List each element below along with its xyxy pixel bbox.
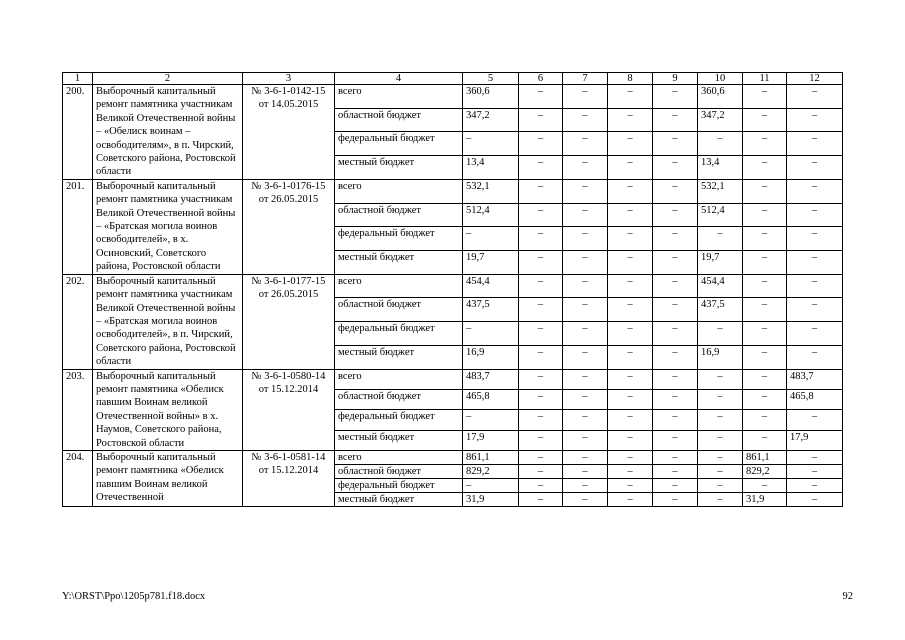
year-value: 437,5 [698, 298, 743, 322]
year-value: – [698, 450, 743, 464]
year-value: – [653, 132, 698, 156]
year-value: – [563, 179, 608, 203]
funding-source: областной бюджет [335, 464, 463, 478]
year-value: – [787, 108, 843, 132]
year-value: – [653, 450, 698, 464]
year-value: – [608, 322, 653, 346]
year-value: – [519, 410, 563, 430]
year-value: – [519, 389, 563, 409]
table-row [63, 450, 843, 464]
document-number: № 3-6-1-0142-15 [251, 86, 326, 97]
year-value: – [743, 179, 787, 203]
year-value: – [608, 410, 653, 430]
year-value: – [519, 108, 563, 132]
year-value: – [563, 322, 608, 346]
year-value: – [653, 345, 698, 369]
year-value: – [743, 274, 787, 298]
year-value: 465,8 [787, 389, 843, 409]
table-row [63, 369, 843, 389]
year-value: – [698, 132, 743, 156]
year-value: – [743, 132, 787, 156]
column-number: 1 [63, 73, 93, 85]
year-value: 532,1 [698, 179, 743, 203]
document-date: от 15.12.2014 [258, 383, 319, 395]
year-value: – [563, 450, 608, 464]
table-row [63, 274, 843, 298]
year-value: 512,4 [698, 203, 743, 227]
year-value: – [653, 85, 698, 109]
column-number: 7 [563, 73, 608, 85]
total-value: 360,6 [463, 85, 519, 109]
year-value: – [653, 410, 698, 430]
object-title: Выборочный капитальный ремонт памятника «Обелиск павшим Воинам великой Отечественной [93, 450, 243, 506]
year-value: – [787, 227, 843, 251]
total-value: 483,7 [463, 369, 519, 389]
year-value: – [519, 478, 563, 492]
table-row [63, 85, 843, 109]
year-value: – [698, 389, 743, 409]
year-value: – [608, 450, 653, 464]
year-value: – [787, 464, 843, 478]
year-value: 454,4 [698, 274, 743, 298]
year-value: – [608, 298, 653, 322]
object-title: Выборочный капитальный ремонт памятника участникам Великой Отечественной войны – «Обелиск воинам – освободителям», в п. Чирский, Советского района, Ростовской области [93, 85, 243, 180]
object-title: Выборочный капитальный ремонт памятника «Обелиск павшим Воинам великой Отечественной войны» в х. Наумов, Советского района, Ростовской области [93, 369, 243, 450]
year-value: – [519, 298, 563, 322]
year-value: – [519, 430, 563, 450]
row-number: 202. [63, 274, 93, 369]
document-reference [243, 369, 335, 450]
year-value: – [563, 85, 608, 109]
year-value: – [698, 464, 743, 478]
year-value: – [743, 156, 787, 180]
year-value: – [608, 389, 653, 409]
document-reference [243, 179, 335, 274]
year-value: 483,7 [787, 369, 843, 389]
funding-source: всего [335, 369, 463, 389]
year-value: 17,9 [787, 430, 843, 450]
year-value: – [698, 410, 743, 430]
document-number: № 3-6-1-0581-14 [251, 451, 326, 463]
year-value: 31,9 [743, 492, 787, 506]
year-value: – [787, 156, 843, 180]
year-value: – [653, 203, 698, 227]
year-value: – [743, 369, 787, 389]
year-value: – [653, 369, 698, 389]
year-value: – [698, 478, 743, 492]
year-value: – [519, 203, 563, 227]
year-value: – [519, 274, 563, 298]
year-value: – [608, 203, 653, 227]
year-value: 829,2 [743, 464, 787, 478]
year-value: – [519, 345, 563, 369]
year-value: – [563, 250, 608, 274]
year-value: – [787, 298, 843, 322]
year-value: – [787, 410, 843, 430]
total-value: 16,9 [463, 345, 519, 369]
year-value: – [698, 430, 743, 450]
year-value: – [608, 478, 653, 492]
funding-source: местный бюджет [335, 250, 463, 274]
year-value: – [608, 345, 653, 369]
row-number: 203. [63, 369, 93, 450]
year-value: – [653, 108, 698, 132]
table-row [63, 179, 843, 203]
year-value: – [563, 430, 608, 450]
year-value: – [563, 227, 608, 251]
year-value: 19,7 [698, 250, 743, 274]
year-value: – [563, 156, 608, 180]
year-value: – [743, 389, 787, 409]
year-value: – [653, 156, 698, 180]
year-value: – [563, 345, 608, 369]
funding-source: федеральный бюджет [335, 410, 463, 430]
year-value: – [787, 492, 843, 506]
year-value: – [519, 492, 563, 506]
column-number: 8 [608, 73, 653, 85]
year-value: – [563, 492, 608, 506]
document-date: от 14.05.2015 [258, 99, 319, 110]
year-value: – [563, 478, 608, 492]
year-value: – [563, 108, 608, 132]
funding-source: федеральный бюджет [335, 132, 463, 156]
funding-source: всего [335, 179, 463, 203]
year-value: – [653, 389, 698, 409]
year-value: – [608, 179, 653, 203]
year-value: – [653, 492, 698, 506]
document-reference [243, 274, 335, 369]
object-title: Выборочный капитальный ремонт памятника участникам Великой Отечественной войны – «Братская могила воинов освободителей», в п. Чирский, Советского района, Ростовской области [93, 274, 243, 369]
total-value: 454,4 [463, 274, 519, 298]
total-value: 829,2 [463, 464, 519, 478]
funding-source: федеральный бюджет [335, 322, 463, 346]
year-value: – [698, 369, 743, 389]
total-value: 861,1 [463, 450, 519, 464]
year-value: – [519, 85, 563, 109]
document-number: № 3-6-1-0176-15 [251, 180, 326, 192]
year-value: – [653, 298, 698, 322]
year-value: 347,2 [698, 108, 743, 132]
year-value: – [519, 250, 563, 274]
year-value: – [653, 430, 698, 450]
year-value: – [787, 179, 843, 203]
year-value: – [698, 227, 743, 251]
year-value: – [743, 322, 787, 346]
year-value: – [743, 85, 787, 109]
document-reference [243, 85, 335, 180]
year-value: 16,9 [698, 345, 743, 369]
funding-source: всего [335, 450, 463, 464]
total-value: 13,4 [463, 156, 519, 180]
year-value: – [787, 203, 843, 227]
year-value: – [743, 430, 787, 450]
total-value: 437,5 [463, 298, 519, 322]
year-value: – [519, 227, 563, 251]
document-number: № 3-6-1-0580-14 [251, 370, 326, 382]
year-value: – [787, 250, 843, 274]
row-number: 200. [63, 85, 93, 180]
year-value: – [743, 345, 787, 369]
total-value: 512,4 [463, 203, 519, 227]
year-value: – [519, 450, 563, 464]
year-value: – [519, 464, 563, 478]
year-value: – [608, 108, 653, 132]
year-value: – [608, 369, 653, 389]
year-value: – [787, 85, 843, 109]
total-value: – [463, 227, 519, 251]
year-value: – [743, 203, 787, 227]
year-value: – [608, 274, 653, 298]
year-value: – [698, 322, 743, 346]
year-value: 360,6 [698, 85, 743, 109]
year-value: – [787, 478, 843, 492]
year-value: – [787, 274, 843, 298]
document-reference [243, 450, 335, 506]
total-value: – [463, 322, 519, 346]
year-value: 861,1 [743, 450, 787, 464]
column-number: 10 [698, 73, 743, 85]
funding-source: областной бюджет [335, 108, 463, 132]
year-value: – [743, 298, 787, 322]
year-value: – [653, 322, 698, 346]
year-value: – [653, 250, 698, 274]
year-value: – [743, 410, 787, 430]
year-value: – [563, 369, 608, 389]
budget-table [62, 72, 843, 507]
column-number: 3 [243, 73, 335, 85]
funding-source: местный бюджет [335, 156, 463, 180]
year-value: – [519, 156, 563, 180]
year-value: – [608, 430, 653, 450]
funding-source: областной бюджет [335, 389, 463, 409]
year-value: – [787, 345, 843, 369]
total-value: 17,9 [463, 430, 519, 450]
funding-source: местный бюджет [335, 430, 463, 450]
year-value: – [519, 322, 563, 346]
column-number: 5 [463, 73, 519, 85]
year-value: – [743, 227, 787, 251]
column-number: 12 [787, 73, 843, 85]
total-value: 465,8 [463, 389, 519, 409]
document-date: от 15.12.2014 [258, 464, 319, 476]
year-value: – [563, 274, 608, 298]
year-value: – [608, 464, 653, 478]
year-value: – [563, 410, 608, 430]
document-date: от 26.05.2015 [258, 193, 319, 205]
total-value: 31,9 [463, 492, 519, 506]
total-value: – [463, 478, 519, 492]
year-value: – [563, 132, 608, 156]
year-value: – [653, 179, 698, 203]
year-value: – [653, 274, 698, 298]
year-value: – [608, 85, 653, 109]
year-value: – [608, 156, 653, 180]
funding-source: всего [335, 274, 463, 298]
year-value: – [563, 464, 608, 478]
year-value: – [563, 203, 608, 227]
funding-source: федеральный бюджет [335, 227, 463, 251]
total-value: – [463, 132, 519, 156]
year-value: 13,4 [698, 156, 743, 180]
year-value: – [743, 250, 787, 274]
funding-source: всего [335, 85, 463, 109]
page-number: 92 [842, 591, 853, 602]
row-number: 201. [63, 179, 93, 274]
total-value: 19,7 [463, 250, 519, 274]
footer-file-path: Y:\ORST\Ppo\1205p781.f18.docx [62, 591, 206, 602]
year-value: – [787, 450, 843, 464]
column-number: 11 [743, 73, 787, 85]
column-number: 4 [335, 73, 463, 85]
year-value: – [653, 464, 698, 478]
year-value: – [743, 478, 787, 492]
year-value: – [563, 298, 608, 322]
year-value: – [653, 478, 698, 492]
document-date: от 26.05.2015 [258, 288, 319, 300]
row-number: 204. [63, 450, 93, 506]
object-title: Выборочный капитальный ремонт памятника участникам Великой Отечественной войны – «Братская могила воинов освободителей», в х. Осиновский, Советского района, Ростовской области [93, 179, 243, 274]
year-value: – [608, 132, 653, 156]
year-value: – [653, 227, 698, 251]
year-value: – [787, 322, 843, 346]
funding-source: федеральный бюджет [335, 478, 463, 492]
column-number: 9 [653, 73, 698, 85]
total-value: – [463, 410, 519, 430]
year-value: – [698, 492, 743, 506]
document-number: № 3-6-1-0177-15 [251, 275, 326, 287]
column-number-row [63, 73, 843, 85]
year-value: – [519, 179, 563, 203]
year-value: – [563, 389, 608, 409]
funding-source: областной бюджет [335, 203, 463, 227]
funding-source: местный бюджет [335, 492, 463, 506]
year-value: – [743, 108, 787, 132]
year-value: – [519, 132, 563, 156]
year-value: – [519, 369, 563, 389]
column-number: 2 [93, 73, 243, 85]
funding-source: местный бюджет [335, 345, 463, 369]
year-value: – [608, 250, 653, 274]
year-value: – [787, 132, 843, 156]
year-value: – [608, 227, 653, 251]
column-number: 6 [519, 73, 563, 85]
total-value: 532,1 [463, 179, 519, 203]
year-value: – [608, 492, 653, 506]
funding-source: областной бюджет [335, 298, 463, 322]
total-value: 347,2 [463, 108, 519, 132]
